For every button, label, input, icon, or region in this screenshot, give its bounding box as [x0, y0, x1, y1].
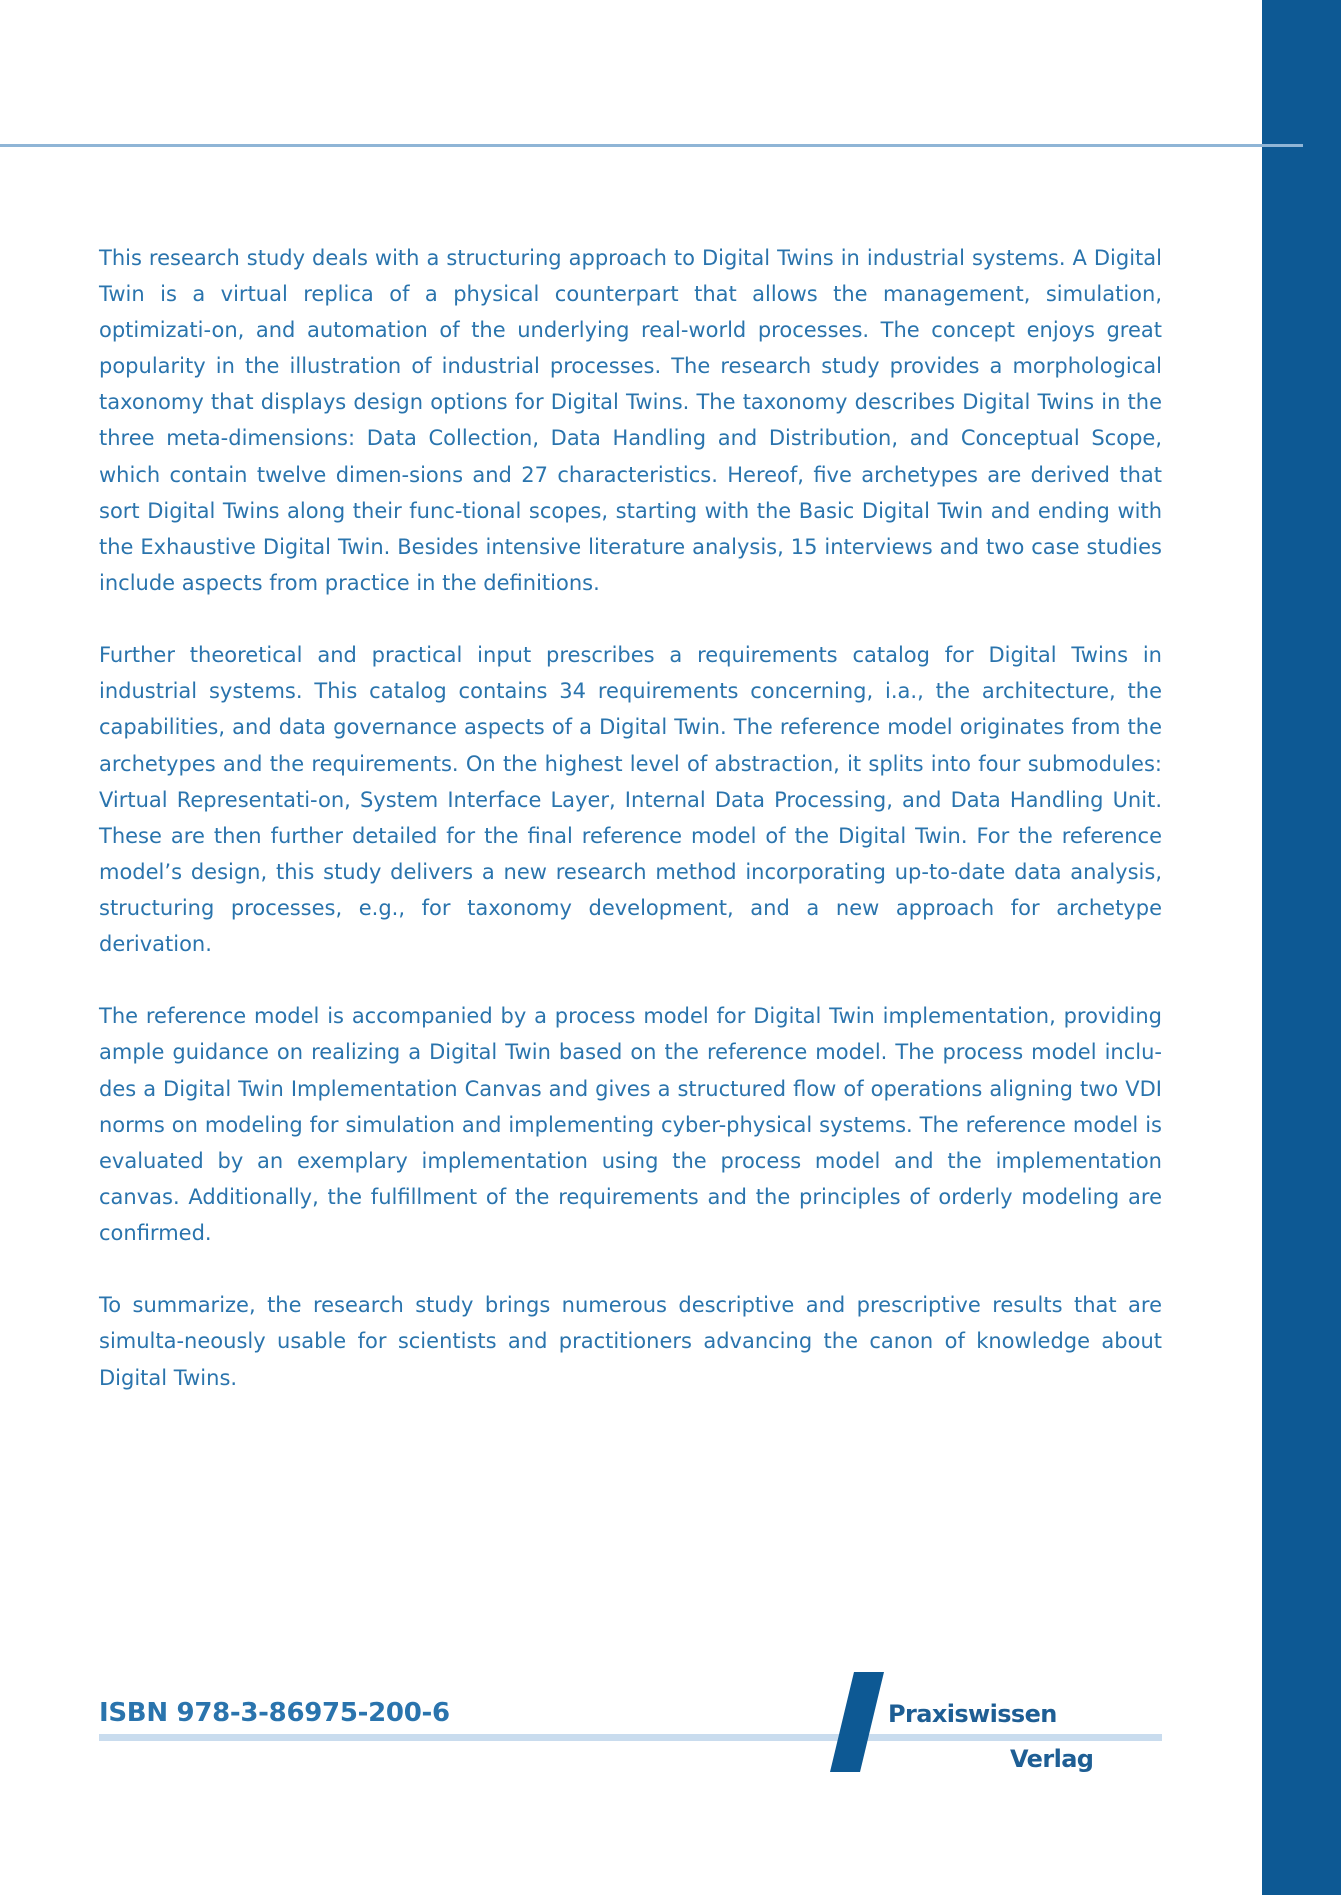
bottom-divider-line	[99, 1734, 1162, 1741]
blurb-paragraph-1: This research study deals with a structuring approach to Digital Twins in industrial systems. A Digital Twin is a virtual replica of a physical counterpart that allows the management, simulation, optimizati-on, and automation of the underlying real-world processes. The concept enjoys great popularity in the illustration of industrial processes. The research study provides a morphological taxonomy that displays design options for Digital Twins. The taxonomy describes Digital Twins in the three meta-dimensions: Data Collection, Data Handling and Distribution, and Conceptual Scope, which contain twelve dimen-sions and 27 characteristics. Hereof, five archetypes are derived that sort Digital Twins along their func-tional scopes, starting with the Basic Digital Twin and ending with the Exhaustive Digital Twin. Besides intensive literature analysis, 15 interviews and two case studies include aspects from practice in the definitions.	[99, 246, 1162, 595]
side-color-bar	[1262, 0, 1341, 1895]
blurb-text	[99, 240, 1162, 1396]
isbn-number: ISBN 978-3-86975-200-6	[99, 1698, 450, 1728]
publisher-logo-slash-icon	[830, 1672, 890, 1772]
blurb-paragraph-2: Further theoretical and practical input prescribes a requirements catalog for Digital Twins in industrial systems. This catalog contains 34 requirements concerning, i.a., the architecture, the capabilities, and data governance aspects of a Digital Twin. The reference model originates from the archetypes and the requirements. On the highest level of abstraction, it splits into four submodules: Virtual Representati-on, System Interface Layer, Internal Data Processing, and Data Handling Unit. These are then further detailed for the final reference model of the Digital Twin. For the reference model’s design, this study delivers a new research method incorporating up-to-date data analysis, structuring processes, e.g., for taxonomy development, and a new approach for archetype derivation.	[99, 643, 1162, 956]
publisher-name-sub: Verlag	[1010, 1745, 1094, 1773]
blurb-paragraph-4: To summarize, the research study brings numerous descriptive and prescriptive results that are simulta-neously usable for scientists and practitioners advancing the canon of knowledge about Digital Twins.	[99, 1293, 1162, 1390]
top-divider-line	[0, 144, 1303, 147]
blurb-paragraph-3: The reference model is accompanied by a process model for Digital Twin implementation, providing ample guidance on realizing a Digital Twin based on the reference model. The process model inclu-des a Digital Twin Implementation Canvas and gives a structured flow of operations aligning two VDI norms on modeling for simulation and implementing cyber-physical systems. The reference model is evaluated by an exemplary implementation using the process model and the implementation canvas. Additionally, the fulfillment of the requirements and the principles of orderly modeling are confirmed.	[99, 1004, 1162, 1245]
publisher-name: Praxiswissen	[888, 1700, 1057, 1728]
